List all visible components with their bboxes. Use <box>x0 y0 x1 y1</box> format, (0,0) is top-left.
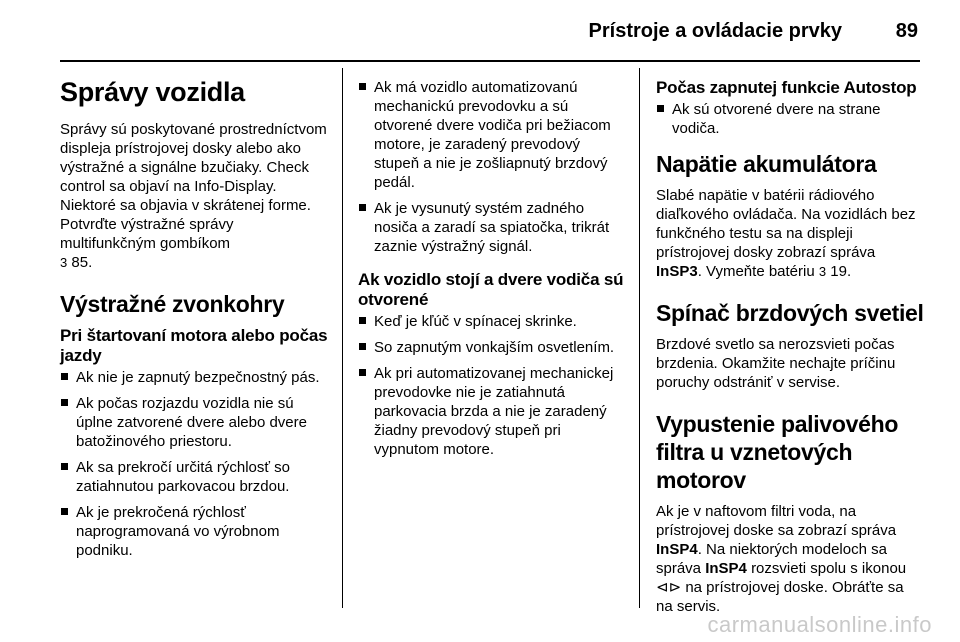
page-header <box>0 0 960 62</box>
filter-text: na prístrojovej doske. Obráťte sa na servis. <box>656 579 904 615</box>
page-number: 89 <box>895 20 918 42</box>
bullet-icon <box>61 399 68 406</box>
bullet-icon <box>61 373 68 380</box>
bullet-icon <box>359 317 366 324</box>
list-item <box>358 78 628 192</box>
brake-paragraph: Brzdové svetlo sa nerozsvieti počas brzdenia. Okamžite nechajte príčinu poruchy odstrániť v servise. <box>656 336 896 391</box>
bullet-icon <box>359 83 366 90</box>
message-code: InSP3 <box>656 263 698 280</box>
watermark: carmanualsonline.info <box>707 612 932 637</box>
intro-paragraph <box>60 120 332 272</box>
header-rule <box>60 60 920 62</box>
message-code: InSP4 <box>656 541 698 558</box>
battery-paragraph <box>656 186 924 281</box>
list-item <box>358 338 628 357</box>
list-item-text: Ak počas rozjazdu vozidla nie sú úplne zatvorené dvere alebo dvere batožinového priestoru. <box>76 395 307 450</box>
bullet-icon <box>657 105 664 112</box>
bullet-list <box>358 312 628 459</box>
bullet-icon <box>359 369 366 376</box>
list-item-text: Ak je vysunutý systém zadného nosiča a zaradí sa spiatočka, trikrát zaznie výstražný signál. <box>374 200 610 255</box>
page-ref: 85. <box>71 254 93 271</box>
column-2 <box>358 78 628 466</box>
bullet-icon <box>61 508 68 515</box>
bullet-icon <box>359 343 366 350</box>
filter-text: . Na niektorých modeloch sa správa <box>656 541 887 577</box>
column-divider <box>342 68 343 608</box>
intro-text: Správy sú poskytované prostredníctvom displeja prístrojovej dosky alebo ako výstražné a signálne bzučiaky. Check control sa objaví na Info-Display. Niektoré sa objavia v skrátenej forme. Potvrďte výstražné správy multifunkčným gombíkom <box>60 121 327 252</box>
fuel-filter-warning-icon: ⊲⊳ <box>656 579 682 596</box>
bullet-list <box>358 78 628 256</box>
page-ref: 19. <box>830 263 852 280</box>
list-item <box>358 199 628 256</box>
bullet-list <box>656 100 924 138</box>
list-item-text: Ak sa prekročí určitá rýchlosť so zatiahnutou parkovacou brzdou. <box>76 459 291 495</box>
list-item-text: So zapnutým vonkajším osvetlením. <box>374 339 615 356</box>
subsubheading: Počas zapnutej funkcie Autostop <box>656 78 917 97</box>
list-item-text: Keď je kľúč v spínacej skrinke. <box>374 313 577 330</box>
bullet-icon <box>359 204 366 211</box>
column-1 <box>60 68 332 567</box>
list-item-text: Ak má vozidlo automatizovanú mechanickú prevodovku a sú otvorené dvere vodiča pri bežiacom motore, je zaradený prevodový stupeň a nie je zošliapnutý brzdový pedál. <box>374 79 611 191</box>
section-heading: Správy vozidla <box>60 77 245 107</box>
subsubheading: Ak vozidlo stojí a dvere vodiča sú otvorené <box>358 270 624 309</box>
column-3 <box>656 78 924 616</box>
subheading: Výstražné zvonkohry <box>60 291 285 317</box>
header-title: Prístroje a ovládacie prvky <box>588 20 842 42</box>
filter-paragraph <box>656 502 924 616</box>
subheading: Vypustenie palivového filtra u vznetových motorov <box>656 411 899 493</box>
page-ref-arrow-icon: 3 <box>818 264 827 279</box>
bullet-icon <box>61 463 68 470</box>
battery-text: . Vymeňte batériu <box>697 263 815 280</box>
list-item <box>60 394 332 451</box>
filter-text: Ak je v naftovom filtri voda, na prístrojovej doske sa zobrazí správa <box>656 503 897 539</box>
battery-text: Slabé napätie v batérii rádiového diaľkového ovládača. Na vozidlách bez funkčného testu sa na displeji prístrojovej dosky zobrazí správa <box>656 187 916 261</box>
bullet-list <box>60 368 332 560</box>
filter-text: rozsvieti spolu s ikonou <box>751 560 907 577</box>
list-item-text: Ak nie je zapnutý bezpečnostný pás. <box>76 369 320 386</box>
list-item-text: Ak sú otvorené dvere na strane vodiča. <box>672 101 881 137</box>
list-item-text: Ak je prekročená rýchlosť naprogramovaná vo výrobnom podniku. <box>76 504 280 559</box>
subsubheading: Pri štartovaní motora alebo počas jazdy <box>60 326 328 365</box>
page-ref-arrow-icon: 3 <box>60 255 68 270</box>
list-item <box>358 364 628 459</box>
list-item-text: Ak pri automatizovanej mechanickej prevodovke nie je zatiahnutá parkovacia brzda a nie je zaradený žiadny prevodový stupeň pri vypnutom motore. <box>374 365 614 458</box>
list-item <box>60 503 332 560</box>
column-divider <box>639 68 640 608</box>
subheading: Spínač brzdových svetiel <box>656 300 924 326</box>
subheading: Napätie akumulátora <box>656 151 877 177</box>
list-item <box>656 100 924 138</box>
list-item <box>60 368 332 387</box>
list-item <box>358 312 628 331</box>
list-item <box>60 458 332 496</box>
message-code: InSP4 <box>705 560 747 577</box>
